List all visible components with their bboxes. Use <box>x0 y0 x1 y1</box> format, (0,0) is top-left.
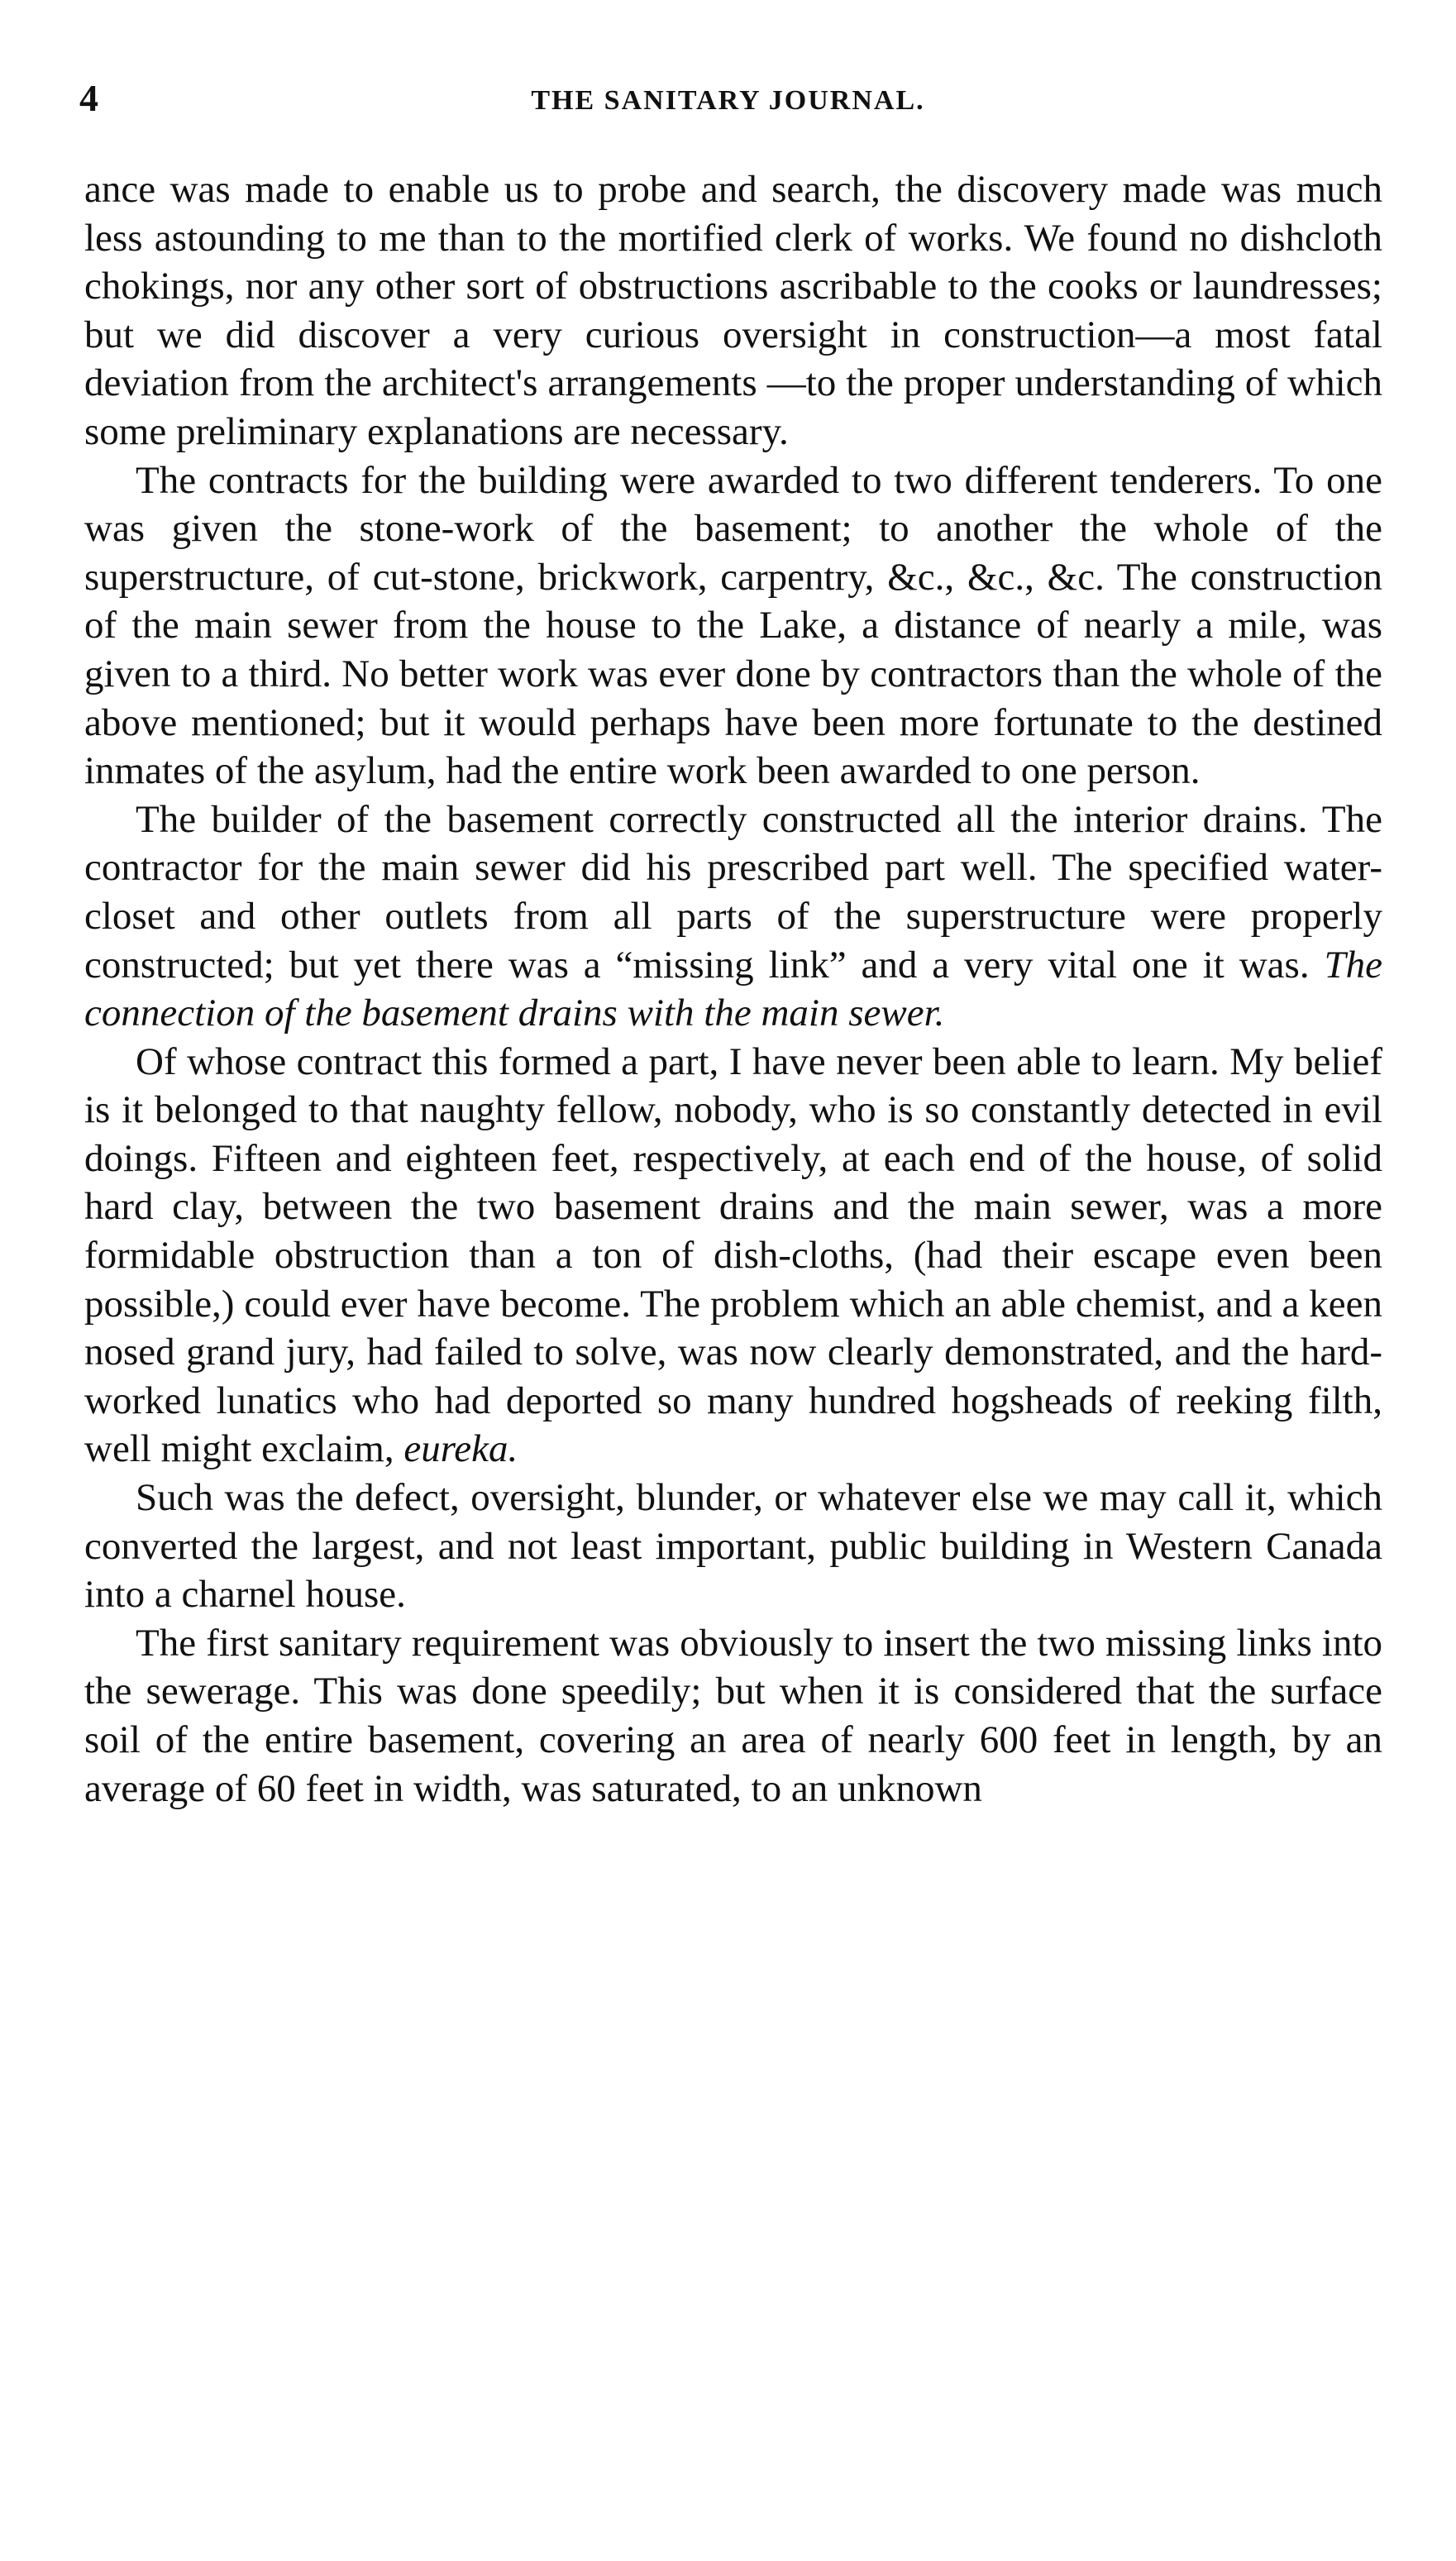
paragraph-3 <box>84 796 1382 1038</box>
paragraph-text: The contracts for the building were awarded to two different tenderers. To one was given the stone-work of the basement; to another the whole of the superstructure, of cut-stone, brickwork, carpentry, &c., &c., &c. The construction of the main sewer from the house to the Lake, a distance of nearly a mile, was given to a third. No better work was ever done by contractors than the whole of the above mentioned; but it would perhaps have been more fortunate to the destined inmates of the asylum, had the entire work been awarded to one person. <box>84 458 1382 793</box>
page-number: 4 <box>79 77 98 119</box>
paragraph-text: Of whose contract this formed a part, I have never been able to learn. My belief is it belonged to that naughty fellow, nobody, who is so constantly detected in evil doings. Fifteen and eighteen feet, respectively, at each end of the house, of solid hard clay, between the two basement drains and the main sewer, was a more formidable obstruction than a ton of dish-cloths, (had their escape even been possible,) could ever have become. The problem which an able chemist, and a keen nosed grand jury, had failed to solve, was now clearly demonstrated, and the hard-worked lunatics who had deported so many hundred hogsheads of reeking filth, well might exclaim, <box>84 1039 1382 1471</box>
paragraph-6 <box>84 1619 1382 1813</box>
paragraph-1 <box>84 165 1382 456</box>
paragraph-5 <box>84 1474 1382 1619</box>
italic-word: eureka. <box>403 1427 518 1471</box>
paragraph-text: The builder of the basement correctly constructed all the interior drains. The contractor for the main sewer did his prescribed part well. The specified water-closet and other outlets from all parts of the superstructure were properly constructed; but yet there was a “missing link” and a very vital one it was. <box>84 797 1382 987</box>
italic-phrase: The connection of the basement drains with the main sewer. <box>84 943 1382 1035</box>
paragraph-4 <box>84 1038 1382 1474</box>
article-body <box>84 165 1382 1813</box>
running-head: THE SANITARY JOURNAL. <box>531 85 925 116</box>
paragraph-2 <box>84 456 1382 796</box>
paragraph-text: The first sanitary requirement was obviously to insert the two missing links into the sewerage. This was done speedily; but when it is considered that the surface soil of the entire basement, covering an area of nearly 600 feet in length, by an average of 60 feet in width, was saturated, to an unknown <box>84 1621 1382 1810</box>
paragraph-text: Such was the defect, oversight, blunder, or whatever else we may call it, which converted the largest, and not least important, public building in Western Canada into a charnel house. <box>84 1476 1382 1617</box>
paragraph-text: ance was made to enable us to probe and search, the discovery made was much less astounding to me than to the mortified clerk of works. We found no dishcloth chokings, nor any other sort of obstructions ascribable to the cooks or laundresses; but we did discover a very curious oversight in construction—a most fatal deviation from the architect's arrangements —to the proper understanding of which some preliminary explanations are necessary. <box>84 168 1382 453</box>
